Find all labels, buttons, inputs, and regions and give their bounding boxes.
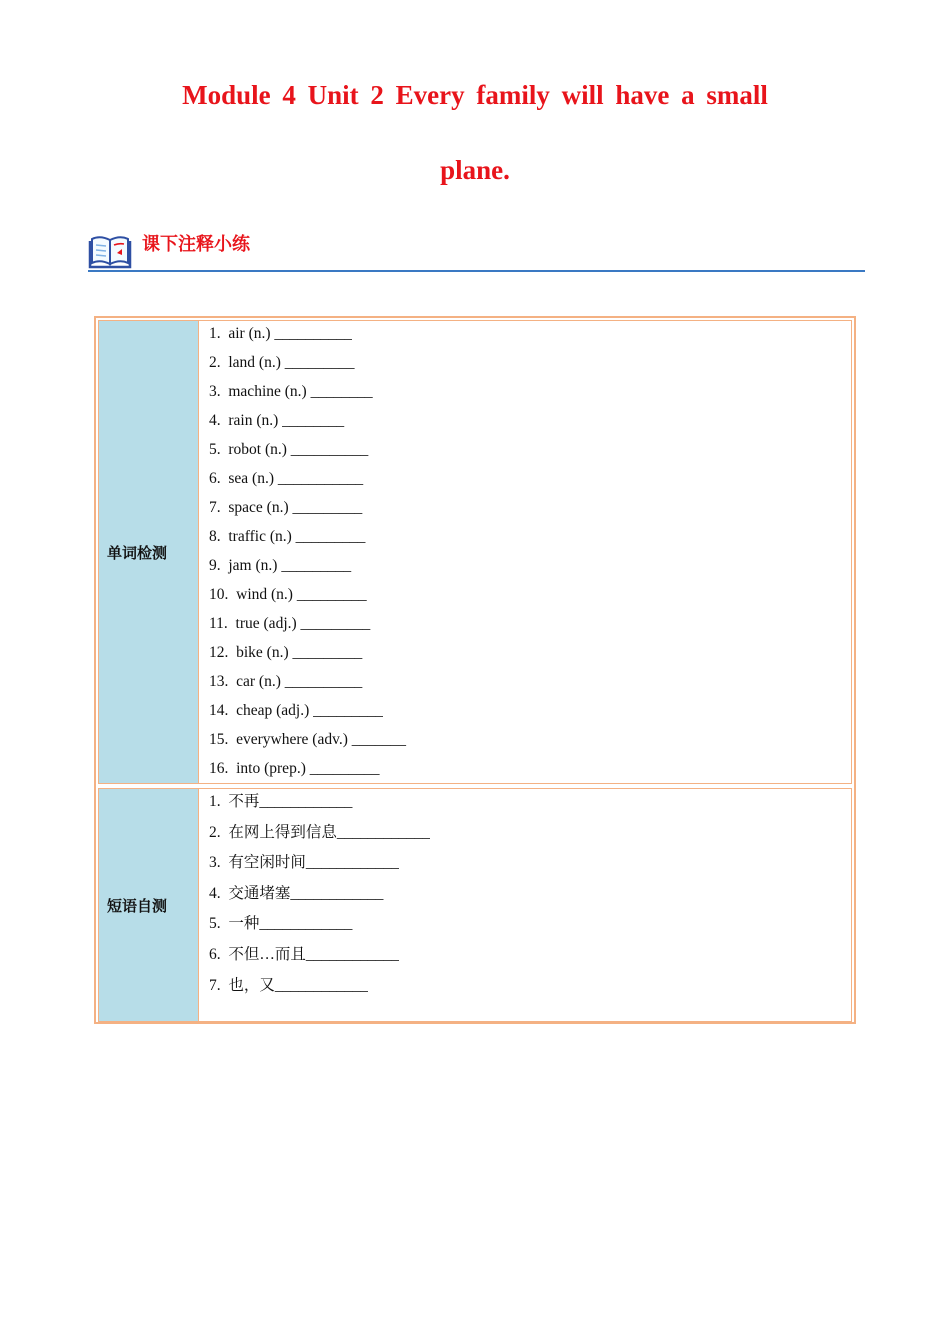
vocab-item: 8. traffic (n.) _________ bbox=[209, 528, 366, 545]
vocab-item: 9. jam (n.) _________ bbox=[209, 557, 352, 574]
phrase-heading: 短语自测 bbox=[99, 789, 199, 1021]
exercise-table bbox=[94, 316, 856, 1024]
book-icon bbox=[86, 231, 134, 271]
phrase-item: 2. 在网上得到信息____________ bbox=[209, 823, 430, 841]
vocab-item: 10. wind (n.) _________ bbox=[209, 586, 367, 603]
vocab-item: 15. everywhere (adv.) _______ bbox=[209, 731, 406, 748]
vocab-block bbox=[98, 320, 852, 784]
phrase-item: 6. 不但…而且____________ bbox=[209, 945, 399, 963]
vocab-item: 5. robot (n.) __________ bbox=[209, 441, 369, 458]
vocab-item: 12. bike (n.) _________ bbox=[209, 644, 363, 661]
vocab-item: 16. into (prep.) _________ bbox=[209, 760, 380, 777]
vocab-item: 6. sea (n.) ___________ bbox=[209, 470, 364, 487]
phrase-block bbox=[98, 788, 852, 1022]
vocab-item: 11. true (adj.) _________ bbox=[209, 615, 371, 632]
page-title-line-2: plane. bbox=[440, 155, 510, 185]
section-label: 课下注释小练 bbox=[142, 234, 250, 255]
phrase-item: 3. 有空闲时间____________ bbox=[209, 854, 399, 872]
vocab-item: 13. car (n.) __________ bbox=[209, 673, 363, 690]
phrase-item: 1. 不再____________ bbox=[209, 793, 353, 810]
vocab-item: 14. cheap (adj.) _________ bbox=[209, 702, 383, 719]
vocab-heading: 单词检测 bbox=[99, 321, 199, 783]
page-title-line-1: Module 4 Unit 2 Every family will have a small bbox=[182, 80, 768, 110]
phrase-item: 4. 交通堵塞____________ bbox=[209, 884, 384, 902]
vocab-list bbox=[209, 319, 406, 783]
vocab-item: 4. rain (n.) ________ bbox=[209, 412, 345, 429]
vocab-item: 7. space (n.) _________ bbox=[209, 499, 363, 516]
vocab-item: 3. machine (n.) ________ bbox=[209, 383, 373, 400]
phrase-list bbox=[209, 787, 430, 1001]
vocab-item: 2. land (n.) _________ bbox=[209, 354, 355, 371]
phrase-item: 7. 也，又____________ bbox=[209, 976, 368, 994]
phrase-item: 5. 一种____________ bbox=[209, 915, 353, 933]
section-divider bbox=[88, 270, 865, 272]
section-header bbox=[86, 226, 866, 274]
vocab-item: 1. air (n.) __________ bbox=[209, 325, 352, 342]
